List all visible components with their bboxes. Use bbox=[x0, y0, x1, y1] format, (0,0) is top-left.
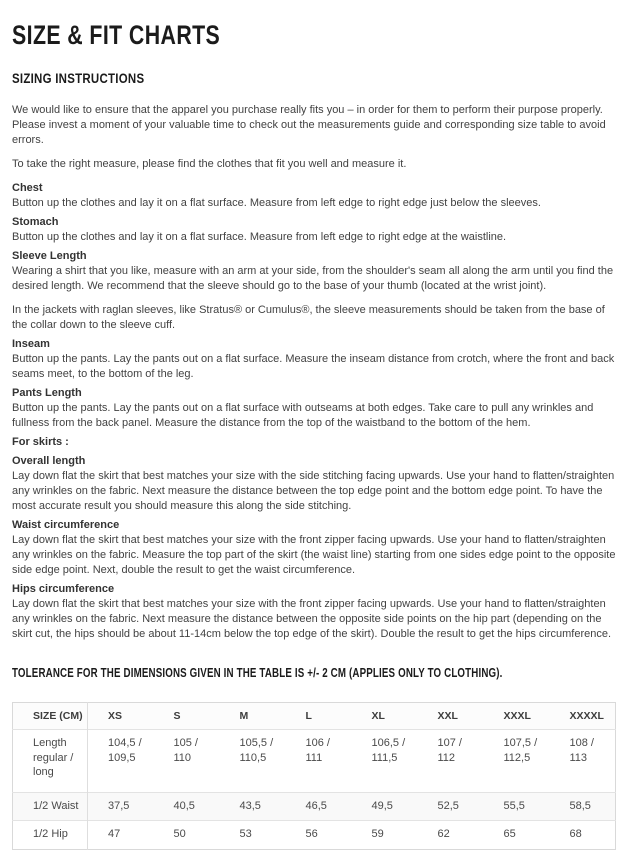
size-value-cell: 107,5 / 112,5 bbox=[503, 737, 538, 764]
section-title: Waist circumference bbox=[12, 519, 120, 531]
page-title-text: SIZE & FIT CHARTS bbox=[12, 20, 221, 50]
size-value-cell: 105,5 / 110,5 bbox=[239, 737, 274, 764]
size-value-cell: 40,5 bbox=[173, 799, 195, 812]
size-value-cell: 43,5 bbox=[239, 799, 261, 812]
sizing-instructions-heading-text: SIZING INSTRUCTIONS bbox=[12, 71, 145, 86]
size-value-cell: 107 / 112 bbox=[437, 737, 462, 764]
size-value-cell: 106 / 111 bbox=[305, 737, 330, 764]
instruction-section bbox=[12, 215, 623, 245]
instruction-section bbox=[12, 518, 623, 578]
row-label-cell: Length regular / long bbox=[13, 730, 88, 793]
instruction-section bbox=[12, 303, 623, 333]
size-value-cell: 46,5 bbox=[305, 799, 327, 812]
section-body: Lay down flat the skirt that best matches your size with the side stitching facing upwards. Use your hand to flatten/straighten any wrinkles on the fabric. Next measure the distance between the top edge point and the bottom edge point. To have the most accurate result you should measure this along the side stitching. bbox=[12, 470, 615, 512]
section-title: Pants Length bbox=[12, 387, 82, 399]
section-title: Overall length bbox=[12, 455, 86, 467]
size-value-cell: 56 bbox=[305, 828, 318, 840]
size-value-cell: 59 bbox=[371, 828, 384, 840]
table-row bbox=[13, 821, 616, 850]
sizing-instructions-heading bbox=[12, 69, 623, 86]
section-body: Lay down flat the skirt that best matches your size with the front zipper facing upwards. Use your hand to flatten/straighten any wrinkles on the fabric. Next measure the distance between the opposite side points on the hip part (depending on the skirt cut, the hips should be about 11-14cm below the top edge of the skirt). Double the result to get the hips circumference. bbox=[12, 598, 612, 640]
column-header-cell: XXL bbox=[418, 703, 484, 730]
page-title bbox=[12, 20, 623, 49]
section-body: In the jackets with raglan sleeves, like Stratus® or Cumulus®, the sleeve measurements should be taken from the base of the collar down to the sleeve cuff. bbox=[12, 304, 605, 331]
column-header-cell: XXXXL bbox=[550, 703, 616, 730]
intro-paragraph: We would like to ensure that the apparel you purchase really fits you – in order for them to perform their purpose properly. Please invest a moment of your valuable time to check out the measurements guide and corresponding size table to avoid errors. bbox=[12, 104, 606, 146]
intro-paragraphs bbox=[12, 103, 623, 172]
section-body: Lay down flat the skirt that best matches your size with the front zipper facing upwards. Use your hand to flatten/straighten any wrinkles on the fabric. Measure the top part of the skirt (the waist line) starting from one sides edge point to the opposite side edge point. Next, double the result to get the waist circumference. bbox=[12, 534, 616, 576]
size-value-cell: 55,5 bbox=[503, 799, 525, 812]
section-title: Stomach bbox=[12, 216, 59, 228]
column-header-cell: XL bbox=[352, 703, 418, 730]
section-body: Wearing a shirt that you like, measure with an arm at your side, from the shoulder's seam all along the arm until you find the desired length. We recommend that the sleeve should go to the base of your thumb (located at the wrist joint). bbox=[12, 265, 614, 292]
column-header-cell: XXXL bbox=[484, 703, 550, 730]
section-body: Button up the clothes and lay it on a flat surface. Measure from left edge to right edge just below the sleeves. bbox=[12, 197, 541, 209]
size-value-cell: 47 bbox=[108, 828, 121, 840]
instruction-section bbox=[12, 454, 623, 514]
column-header-cell: S bbox=[154, 703, 220, 730]
size-value-cell: 65 bbox=[503, 828, 516, 840]
size-value-cell: 53 bbox=[239, 828, 252, 840]
column-header-cell: M bbox=[220, 703, 286, 730]
table-head bbox=[13, 703, 616, 730]
instruction-sections bbox=[12, 181, 623, 642]
tolerance-heading bbox=[12, 664, 623, 680]
column-header-cell: L bbox=[286, 703, 352, 730]
section-title: For skirts : bbox=[12, 436, 69, 448]
size-chart-table bbox=[12, 702, 616, 850]
section-title: Sleeve Length bbox=[12, 250, 87, 262]
instruction-section bbox=[12, 386, 623, 431]
size-value-cell: 106,5 / 111,5 bbox=[371, 737, 406, 764]
instruction-section bbox=[12, 435, 623, 450]
instruction-section bbox=[12, 582, 623, 642]
table-header-row bbox=[13, 703, 616, 730]
row-label-cell: 1/2 Hip bbox=[13, 821, 88, 850]
size-value-cell: 52,5 bbox=[437, 799, 459, 812]
table-row bbox=[13, 792, 616, 821]
table-row bbox=[13, 730, 616, 793]
column-header-cell: SIZE (CM) bbox=[13, 703, 88, 730]
table-body bbox=[13, 730, 616, 850]
section-body: Button up the pants. Lay the pants out on a flat surface with outseams at both edges. Take care to pull any wrinkles and fullness from the back panel. Measure the distance from the top of the waistband to the bottom of the hem. bbox=[12, 402, 594, 429]
column-header-cell: XS bbox=[88, 703, 154, 730]
size-value-cell: 105 / 110 bbox=[173, 737, 198, 764]
size-value-cell: 58,5 bbox=[569, 799, 591, 812]
instruction-section bbox=[12, 337, 623, 382]
section-body: Button up the clothes and lay it on a flat surface. Measure from left edge to right edge at the waistline. bbox=[12, 231, 507, 243]
tolerance-heading-text: TOLERANCE FOR THE DIMENSIONS GIVEN IN THE TABLE IS +/- 2 CM (APPLIES ONLY TO CLOTHING). bbox=[12, 666, 503, 680]
section-title: Chest bbox=[12, 182, 43, 194]
section-body: Button up the pants. Lay the pants out on a flat surface. Measure the inseam distance from crotch, where the front and back seams meet, to the bottom of the leg. bbox=[12, 353, 615, 380]
intro-paragraph: To take the right measure, please find the clothes that fit you well and measure it. bbox=[12, 158, 407, 170]
row-label-cell: 1/2 Waist bbox=[13, 792, 88, 821]
size-value-cell: 50 bbox=[173, 828, 186, 840]
size-value-cell: 62 bbox=[437, 828, 450, 840]
instruction-section bbox=[12, 181, 623, 211]
size-value-cell: 49,5 bbox=[371, 799, 393, 812]
size-value-cell: 37,5 bbox=[108, 799, 130, 812]
size-value-cell: 108 / 113 bbox=[569, 737, 594, 764]
instruction-section bbox=[12, 249, 623, 294]
section-title: Hips circumference bbox=[12, 583, 115, 595]
size-value-cell: 68 bbox=[569, 828, 582, 840]
size-value-cell: 104,5 / 109,5 bbox=[108, 737, 142, 764]
section-title: Inseam bbox=[12, 338, 50, 350]
